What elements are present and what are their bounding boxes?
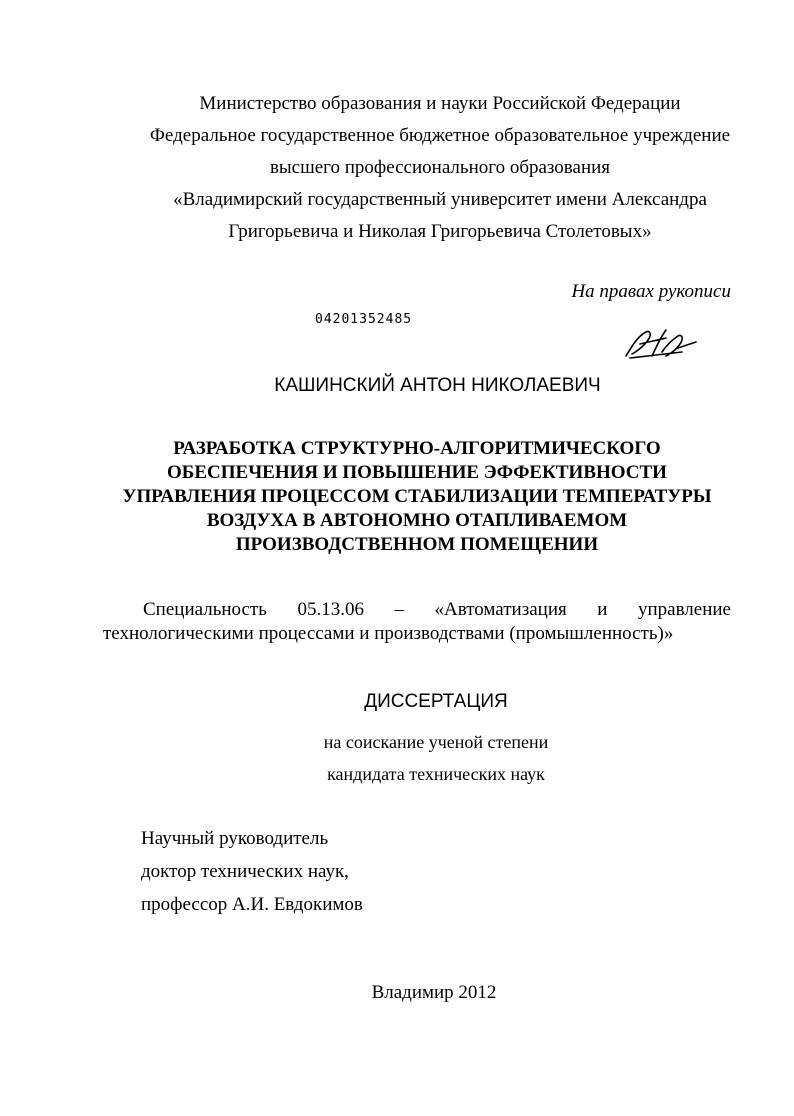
author-name: КАШИНСКИЙ АНТОН НИКОЛАЕВИЧ xyxy=(274,375,601,396)
supervisor-block xyxy=(141,822,363,921)
document-type-title: ДИССЕРТАЦИЯ xyxy=(364,691,508,712)
title-line-5: ПРОИЗВОДСТВЕННОМ ПОМЕЩЕНИИ xyxy=(235,534,599,555)
specialty-block xyxy=(103,598,731,646)
specialty-word-2: и xyxy=(597,599,608,620)
supervisor-name: профессор А.И. Евдокимов xyxy=(141,894,363,915)
institution-type-line: Федеральное государственное бюджетное образовательное учреждение xyxy=(149,125,731,146)
specialty-word-1: «Автоматизация xyxy=(434,599,567,620)
registration-number: 04201352485 xyxy=(315,312,413,327)
specialty-word-3: управление xyxy=(637,599,731,620)
rights-note: На правах рукописи xyxy=(571,281,731,302)
specialty-line-2: технологическими процессами и производствами (промышленность)» xyxy=(103,623,674,644)
supervisor-degree: доктор технических наук, xyxy=(141,861,349,882)
degree-purpose-line: на соискание ученой степени xyxy=(323,732,549,752)
city-year: Владимир 2012 xyxy=(371,982,497,1003)
education-level-line: высшего профессионального образования xyxy=(269,157,611,178)
specialty-code: 05.13.06 xyxy=(297,599,364,620)
specialty-label: Специальность xyxy=(143,599,267,620)
specialty-line-1 xyxy=(103,598,731,622)
university-name-line-1: «Владимирский государственный университет имени Александра xyxy=(173,189,707,210)
title-line-4: ВОЗДУХА В АВТОНОМНО ОТАПЛИВАЕМОМ xyxy=(206,510,628,531)
document-type-block xyxy=(236,690,636,790)
title-line-2: ОБЕСПЕЧЕНИЯ И ПОВЫШЕНИЕ ЭФФЕКТИВНОСТИ xyxy=(167,462,667,483)
specialty-dash: – xyxy=(394,599,404,620)
institution-header xyxy=(140,88,740,248)
university-name-line-2: Григорьевича и Николая Григорьевича Столетовых» xyxy=(228,221,652,242)
title-line-1: РАЗРАБОТКА СТРУКТУРНО-АЛГОРИТМИЧЕСКОГО xyxy=(173,438,661,459)
title-line-3: УПРАВЛЕНИЯ ПРОЦЕССОМ СТАБИЛИЗАЦИИ ТЕМПЕРАТУРЫ xyxy=(122,486,712,507)
degree-name-line: кандидата технических наук xyxy=(327,764,545,784)
dissertation-title xyxy=(112,437,722,557)
supervisor-role: Научный руководитель xyxy=(141,828,329,849)
ministry-line: Министерство образования и науки Российской Федерации xyxy=(199,93,681,114)
author-signature xyxy=(622,326,698,360)
